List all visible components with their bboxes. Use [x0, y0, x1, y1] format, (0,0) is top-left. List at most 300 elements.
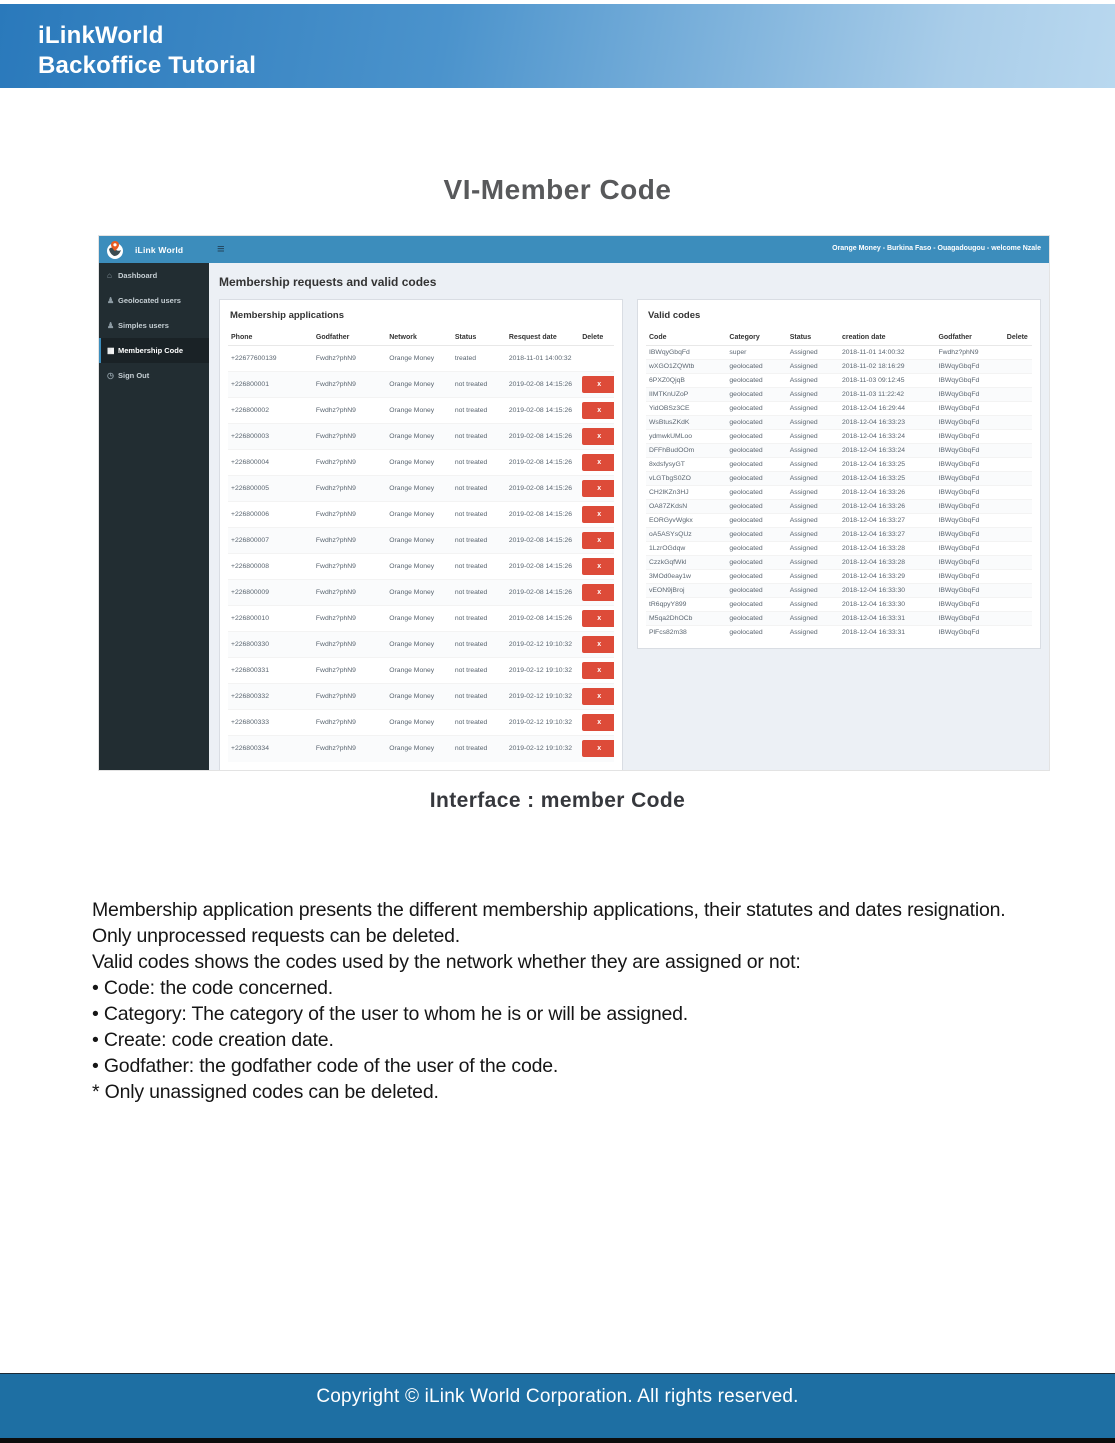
- cell-status: not treated: [452, 476, 506, 502]
- cell-godfather: Fwdhz?phN9: [313, 476, 386, 502]
- cell-phone: +226800005: [228, 476, 313, 502]
- table-row: [646, 458, 1032, 472]
- cell-status: not treated: [452, 502, 506, 528]
- app-content: [209, 263, 1050, 771]
- membership-applications-panel: [219, 299, 623, 771]
- cell-godfather: Fwdhz?phN9: [313, 684, 386, 710]
- table-row: [646, 612, 1032, 626]
- table-row: [228, 398, 614, 424]
- cell-date: 2019-02-08 14:15:26: [506, 372, 579, 398]
- cell-date: 2018-12-04 16:33:24: [839, 430, 935, 444]
- column-header: Status: [452, 330, 506, 346]
- cell-code: CH2lKZn3HJ: [646, 486, 726, 500]
- table-row: [228, 606, 614, 632]
- cell-status: Assigned: [787, 472, 839, 486]
- table-row: [646, 444, 1032, 458]
- cell-status: Assigned: [787, 612, 839, 626]
- table-row: [646, 570, 1032, 584]
- cell-status: Assigned: [787, 570, 839, 584]
- cell-network: Orange Money: [386, 580, 452, 606]
- body-line: • Create: code creation date.: [92, 1029, 334, 1051]
- delete-cell: [579, 528, 614, 554]
- cell-network: Orange Money: [386, 450, 452, 476]
- delete-button[interactable]: x: [582, 506, 614, 523]
- delete-cell: [579, 450, 614, 476]
- content-heading: Membership requests and valid codes: [219, 275, 437, 289]
- delete-cell: [1004, 416, 1032, 430]
- table-row: [228, 684, 614, 710]
- cell-status: Assigned: [787, 444, 839, 458]
- delete-button[interactable]: x: [582, 662, 614, 679]
- table-row: [228, 658, 614, 684]
- table-row: [228, 424, 614, 450]
- table-row: [646, 584, 1032, 598]
- cell-category: geolocated: [726, 374, 786, 388]
- cell-category: geolocated: [726, 444, 786, 458]
- cell-date: 2018-12-04 16:33:27: [839, 514, 935, 528]
- table-row: [228, 554, 614, 580]
- cell-date: 2018-12-04 16:33:24: [839, 444, 935, 458]
- cell-godfather: Fwdhz?phN9: [313, 658, 386, 684]
- cell-date: 2019-02-08 14:15:26: [506, 398, 579, 424]
- applications-panel-title: Membership applications: [230, 310, 345, 321]
- body-text: [92, 897, 1037, 1105]
- valid-codes-panel: [637, 299, 1041, 649]
- column-header: creation date: [839, 330, 935, 346]
- cell-code: vLGTbgS0ZO: [646, 472, 726, 486]
- sidebar-item-label: Dashboard: [118, 271, 158, 280]
- cell-phone: +226800331: [228, 658, 313, 684]
- cell-code: 8xdsfysyGT: [646, 458, 726, 472]
- users-icon: ♟: [107, 321, 115, 330]
- cell-godfather: Fwdhz?phN9: [313, 580, 386, 606]
- cell-status: Assigned: [787, 374, 839, 388]
- delete-cell: [579, 684, 614, 710]
- delete-button[interactable]: x: [582, 376, 614, 393]
- cell-status: Assigned: [787, 402, 839, 416]
- cell-code: YidOBSz3CE: [646, 402, 726, 416]
- ilink-logo-icon: [105, 240, 125, 260]
- cell-godfather: Fwdhz?phN9: [313, 372, 386, 398]
- cell-godfather: IBWqyGbqFd: [935, 472, 1003, 486]
- cell-category: geolocated: [726, 528, 786, 542]
- cell-status: Assigned: [787, 528, 839, 542]
- cell-date: 2018-12-04 16:33:23: [839, 416, 935, 430]
- cell-status: Assigned: [787, 626, 839, 640]
- delete-button[interactable]: x: [582, 636, 614, 653]
- cell-status: Assigned: [787, 430, 839, 444]
- cell-godfather: IBWqyGbqFd: [935, 458, 1003, 472]
- cell-date: 2019-02-08 14:15:26: [506, 528, 579, 554]
- table-row: [228, 632, 614, 658]
- cell-godfather: Fwdhz?phN9: [313, 346, 386, 372]
- cell-phone: +226800007: [228, 528, 313, 554]
- cell-godfather: Fwdhz?phN9: [313, 632, 386, 658]
- cell-code: M5qa2DhOCb: [646, 612, 726, 626]
- cell-phone: +226800332: [228, 684, 313, 710]
- cell-date: 2019-02-12 19:10:32: [506, 684, 579, 710]
- sidebar-item-geolocated-users[interactable]: [99, 288, 209, 313]
- cell-godfather: Fwdhz?phN9: [313, 710, 386, 736]
- cell-godfather: IBWqyGbqFd: [935, 500, 1003, 514]
- delete-cell: [1004, 542, 1032, 556]
- cell-date: 2019-02-08 14:15:26: [506, 580, 579, 606]
- cell-godfather: Fwdhz?phN9: [313, 736, 386, 762]
- delete-cell: [579, 502, 614, 528]
- cell-category: geolocated: [726, 486, 786, 500]
- table-row: [646, 514, 1032, 528]
- cell-godfather: IBWqyGbqFd: [935, 542, 1003, 556]
- table-row: [646, 486, 1032, 500]
- table-row: [228, 372, 614, 398]
- cell-status: Assigned: [787, 416, 839, 430]
- delete-button[interactable]: x: [582, 740, 614, 757]
- body-line: Membership application presents the different membership applications, their statutes and dates resignation. Only unprocessed requests can be deleted.: [92, 899, 1006, 947]
- valid-codes-table: [646, 330, 1032, 640]
- delete-cell: [1004, 472, 1032, 486]
- cell-category: geolocated: [726, 402, 786, 416]
- delete-cell: [1004, 444, 1032, 458]
- cell-network: Orange Money: [386, 632, 452, 658]
- cell-godfather: Fwdhz?phN9: [313, 398, 386, 424]
- cell-godfather: Fwdhz?phN9: [935, 346, 1003, 360]
- cell-date: 2018-11-03 11:22:42: [839, 388, 935, 402]
- app-screenshot: [98, 235, 1050, 771]
- copyright-text: Copyright © iLink World Corporation. All rights reserved.: [316, 1386, 799, 1407]
- body-line: Valid codes shows the codes used by the network whether they are assigned or not:: [92, 951, 801, 973]
- cell-godfather: Fwdhz?phN9: [313, 450, 386, 476]
- cell-code: vEON9jBroj: [646, 584, 726, 598]
- cell-date: 2019-02-12 19:10:32: [506, 632, 579, 658]
- cell-date: 2019-02-12 19:10:32: [506, 736, 579, 762]
- cell-code: WsBtusZKdK: [646, 416, 726, 430]
- delete-button[interactable]: x: [582, 558, 614, 575]
- delete-cell: [1004, 486, 1032, 500]
- cell-phone: +226800003: [228, 424, 313, 450]
- cell-status: not treated: [452, 736, 506, 762]
- cell-phone: +226800008: [228, 554, 313, 580]
- cell-category: geolocated: [726, 430, 786, 444]
- app-navbar: [99, 236, 1049, 263]
- cell-godfather: IBWqyGbqFd: [935, 402, 1003, 416]
- delete-cell: [1004, 598, 1032, 612]
- cell-category: geolocated: [726, 584, 786, 598]
- column-header: Category: [726, 330, 786, 346]
- app-brand: iLink World: [135, 244, 184, 255]
- cell-category: geolocated: [726, 626, 786, 640]
- column-header: Resquest date: [506, 330, 579, 346]
- cell-date: 2019-02-08 14:15:26: [506, 476, 579, 502]
- cell-godfather: Fwdhz?phN9: [313, 424, 386, 450]
- delete-cell: [1004, 402, 1032, 416]
- table-row: [646, 416, 1032, 430]
- delete-cell: [1004, 430, 1032, 444]
- column-header: Delete: [1004, 330, 1032, 346]
- banner-title: iLinkWorld: [38, 22, 164, 49]
- cell-date: 2019-02-08 14:15:26: [506, 450, 579, 476]
- cell-date: 2018-12-04 16:33:29: [839, 570, 935, 584]
- table-row: [646, 374, 1032, 388]
- delete-cell: [579, 710, 614, 736]
- cell-godfather: Fwdhz?phN9: [313, 528, 386, 554]
- membership-card-icon: ▦: [107, 346, 115, 355]
- column-header: Delete: [579, 330, 614, 346]
- sidebar-item-dashboard[interactable]: [99, 263, 209, 288]
- cell-status: not treated: [452, 710, 506, 736]
- sidebar-item-label: Membership Code: [118, 346, 184, 355]
- cell-godfather: IBWqyGbqFd: [935, 444, 1003, 458]
- sign-out-icon: ◷: [107, 371, 114, 380]
- app-logo-section[interactable]: [99, 236, 209, 263]
- cell-godfather: IBWqyGbqFd: [935, 528, 1003, 542]
- delete-cell: [1004, 570, 1032, 584]
- cell-network: Orange Money: [386, 346, 452, 372]
- cell-network: Orange Money: [386, 476, 452, 502]
- cell-category: geolocated: [726, 458, 786, 472]
- cell-code: tR6qpyY899: [646, 598, 726, 612]
- cell-date: 2018-12-04 16:33:25: [839, 458, 935, 472]
- delete-cell: [579, 580, 614, 606]
- cell-code: 6PXZ0QjqB: [646, 374, 726, 388]
- cell-category: geolocated: [726, 570, 786, 584]
- cell-date: 2018-12-04 16:33:31: [839, 626, 935, 640]
- delete-cell: [1004, 458, 1032, 472]
- app-sidebar: [99, 263, 209, 771]
- column-header: Network: [386, 330, 452, 346]
- delete-button[interactable]: x: [582, 428, 614, 445]
- page-title: VI-Member Code: [443, 174, 672, 205]
- cell-phone: +226800330: [228, 632, 313, 658]
- cell-code: IBWqyGbqFd: [646, 346, 726, 360]
- delete-cell: [1004, 612, 1032, 626]
- delete-button[interactable]: x: [582, 480, 614, 497]
- cell-category: geolocated: [726, 612, 786, 626]
- cell-network: Orange Money: [386, 658, 452, 684]
- delete-button[interactable]: x: [582, 584, 614, 601]
- cell-network: Orange Money: [386, 684, 452, 710]
- delete-cell: [1004, 388, 1032, 402]
- banner: [0, 4, 1115, 88]
- sidebar-item-simples-users[interactable]: [99, 313, 209, 338]
- table-row: [228, 580, 614, 606]
- cell-date: 2018-12-04 16:33:26: [839, 500, 935, 514]
- cell-category: geolocated: [726, 360, 786, 374]
- cell-code: CzzkGqfWkl: [646, 556, 726, 570]
- cell-godfather: IBWqyGbqFd: [935, 612, 1003, 626]
- cell-network: Orange Money: [386, 736, 452, 762]
- cell-date: 2018-12-04 16:33:30: [839, 584, 935, 598]
- table-row: [646, 430, 1032, 444]
- valid-codes-panel-title: Valid codes: [648, 310, 701, 321]
- cell-date: 2019-02-12 19:10:32: [506, 710, 579, 736]
- cell-code: wXGO1ZQWtb: [646, 360, 726, 374]
- cell-phone: +226800002: [228, 398, 313, 424]
- cell-status: treated: [452, 346, 506, 372]
- table-row: [228, 450, 614, 476]
- cell-category: geolocated: [726, 500, 786, 514]
- navbar-status-text: Orange Money - Burkina Faso - Ouagadougou - welcome Nzale: [832, 245, 1041, 252]
- table-row: [646, 626, 1032, 640]
- cell-date: 2018-11-01 14:00:32: [506, 346, 579, 372]
- cell-code: 1LzrOGdqw: [646, 542, 726, 556]
- cell-network: Orange Money: [386, 554, 452, 580]
- delete-button[interactable]: x: [582, 402, 614, 419]
- cell-godfather: IBWqyGbqFd: [935, 416, 1003, 430]
- delete-cell: [1004, 346, 1032, 360]
- cell-status: not treated: [452, 372, 506, 398]
- page-footer: [0, 1373, 1115, 1443]
- membership-applications-table: [228, 330, 614, 762]
- cell-status: Assigned: [787, 598, 839, 612]
- cell-status: not treated: [452, 684, 506, 710]
- table-row: [646, 360, 1032, 374]
- delete-cell: [1004, 500, 1032, 514]
- cell-date: 2018-11-03 09:12:45: [839, 374, 935, 388]
- cell-godfather: IBWqyGbqFd: [935, 556, 1003, 570]
- cell-status: not treated: [452, 658, 506, 684]
- cell-network: Orange Money: [386, 528, 452, 554]
- table-row: [646, 528, 1032, 542]
- cell-code: EORGyvWgkx: [646, 514, 726, 528]
- delete-button[interactable]: x: [582, 714, 614, 731]
- cell-code: IIMTKnUZoP: [646, 388, 726, 402]
- cell-phone: +226800333: [228, 710, 313, 736]
- cell-category: geolocated: [726, 542, 786, 556]
- delete-button[interactable]: x: [582, 532, 614, 549]
- cell-status: Assigned: [787, 388, 839, 402]
- delete-cell: [1004, 514, 1032, 528]
- cell-date: 2018-12-04 16:33:30: [839, 598, 935, 612]
- table-row: [228, 502, 614, 528]
- table-row: [228, 528, 614, 554]
- cell-date: 2018-12-04 16:33:28: [839, 542, 935, 556]
- cell-category: geolocated: [726, 556, 786, 570]
- cell-date: 2018-12-04 16:33:28: [839, 556, 935, 570]
- delete-button[interactable]: x: [582, 454, 614, 471]
- delete-cell: [1004, 556, 1032, 570]
- cell-status: Assigned: [787, 486, 839, 500]
- home-icon: ⌂: [107, 271, 112, 280]
- cell-category: geolocated: [726, 416, 786, 430]
- delete-cell: [579, 658, 614, 684]
- cell-date: 2018-12-04 16:29:44: [839, 402, 935, 416]
- cell-network: Orange Money: [386, 502, 452, 528]
- cell-date: 2018-11-01 14:00:32: [839, 346, 935, 360]
- delete-cell: [1004, 584, 1032, 598]
- banner-subtitle: Backoffice Tutorial: [38, 52, 257, 79]
- cell-phone: +226800006: [228, 502, 313, 528]
- sidebar-item-membership-code[interactable]: [99, 338, 209, 363]
- delete-cell: [579, 398, 614, 424]
- cell-category: geolocated: [726, 598, 786, 612]
- table-row: [646, 388, 1032, 402]
- sidebar-item-sign-out[interactable]: [99, 363, 209, 388]
- body-line: * Only unassigned codes can be deleted.: [92, 1081, 439, 1103]
- body-line: • Code: the code concerned.: [92, 977, 334, 999]
- cell-category: geolocated: [726, 514, 786, 528]
- cell-date: 2018-12-04 16:33:31: [839, 612, 935, 626]
- cell-date: 2018-11-02 18:16:29: [839, 360, 935, 374]
- cell-status: not treated: [452, 398, 506, 424]
- cell-date: 2019-02-08 14:15:26: [506, 606, 579, 632]
- column-header: Phone: [228, 330, 313, 346]
- cell-status: Assigned: [787, 500, 839, 514]
- table-row: [228, 476, 614, 502]
- cell-status: Assigned: [787, 360, 839, 374]
- table-row: [646, 500, 1032, 514]
- delete-cell: [579, 606, 614, 632]
- cell-category: geolocated: [726, 388, 786, 402]
- sidebar-item-label: Simples users: [118, 321, 169, 330]
- cell-godfather: IBWqyGbqFd: [935, 514, 1003, 528]
- users-icon: ♟: [107, 296, 115, 305]
- delete-cell: [579, 346, 614, 372]
- cell-code: oA5ASYsQUz: [646, 528, 726, 542]
- cell-phone: +22677600139: [228, 346, 313, 372]
- cell-godfather: IBWqyGbqFd: [935, 430, 1003, 444]
- delete-cell: [579, 372, 614, 398]
- cell-godfather: IBWqyGbqFd: [935, 486, 1003, 500]
- body-line: • Category: The category of the user to whom he is or will be assigned.: [92, 1003, 688, 1025]
- cell-phone: +226800010: [228, 606, 313, 632]
- table-row: [228, 710, 614, 736]
- column-header: Godfather: [935, 330, 1003, 346]
- cell-date: 2019-02-12 19:10:32: [506, 658, 579, 684]
- delete-cell: [1004, 528, 1032, 542]
- cell-phone: +226800001: [228, 372, 313, 398]
- cell-network: Orange Money: [386, 710, 452, 736]
- cell-godfather: IBWqyGbqFd: [935, 584, 1003, 598]
- cell-date: 2019-02-08 14:15:26: [506, 554, 579, 580]
- cell-phone: +226800004: [228, 450, 313, 476]
- hamburger-menu-icon[interactable]: ≡: [217, 241, 225, 256]
- cell-status: not treated: [452, 606, 506, 632]
- delete-cell: [579, 476, 614, 502]
- delete-button[interactable]: x: [582, 688, 614, 705]
- cell-status: not treated: [452, 554, 506, 580]
- cell-godfather: IBWqyGbqFd: [935, 570, 1003, 584]
- cell-status: not treated: [452, 424, 506, 450]
- delete-cell: [579, 554, 614, 580]
- cell-status: not treated: [452, 580, 506, 606]
- cell-code: OA87ZKdsN: [646, 500, 726, 514]
- table-row: [646, 542, 1032, 556]
- cell-godfather: IBWqyGbqFd: [935, 626, 1003, 640]
- table-row: [228, 346, 614, 372]
- cell-code: DFFhBudOOm: [646, 444, 726, 458]
- column-header: Code: [646, 330, 726, 346]
- cell-godfather: IBWqyGbqFd: [935, 598, 1003, 612]
- cell-network: Orange Money: [386, 398, 452, 424]
- delete-cell: [579, 736, 614, 762]
- cell-date: 2018-12-04 16:33:25: [839, 472, 935, 486]
- delete-button[interactable]: x: [582, 610, 614, 627]
- table-row: [646, 556, 1032, 570]
- cell-phone: +226800334: [228, 736, 313, 762]
- column-header: Status: [787, 330, 839, 346]
- cell-status: Assigned: [787, 556, 839, 570]
- delete-cell: [579, 424, 614, 450]
- cell-category: geolocated: [726, 472, 786, 486]
- body-line: • Godfather: the godfather code of the user of the code.: [92, 1055, 559, 1077]
- cell-godfather: IBWqyGbqFd: [935, 360, 1003, 374]
- cell-status: not treated: [452, 528, 506, 554]
- table-row: [646, 472, 1032, 486]
- delete-cell: [579, 632, 614, 658]
- table-row: [646, 346, 1032, 360]
- sidebar-item-label: Sign Out: [118, 371, 150, 380]
- table-row: [646, 598, 1032, 612]
